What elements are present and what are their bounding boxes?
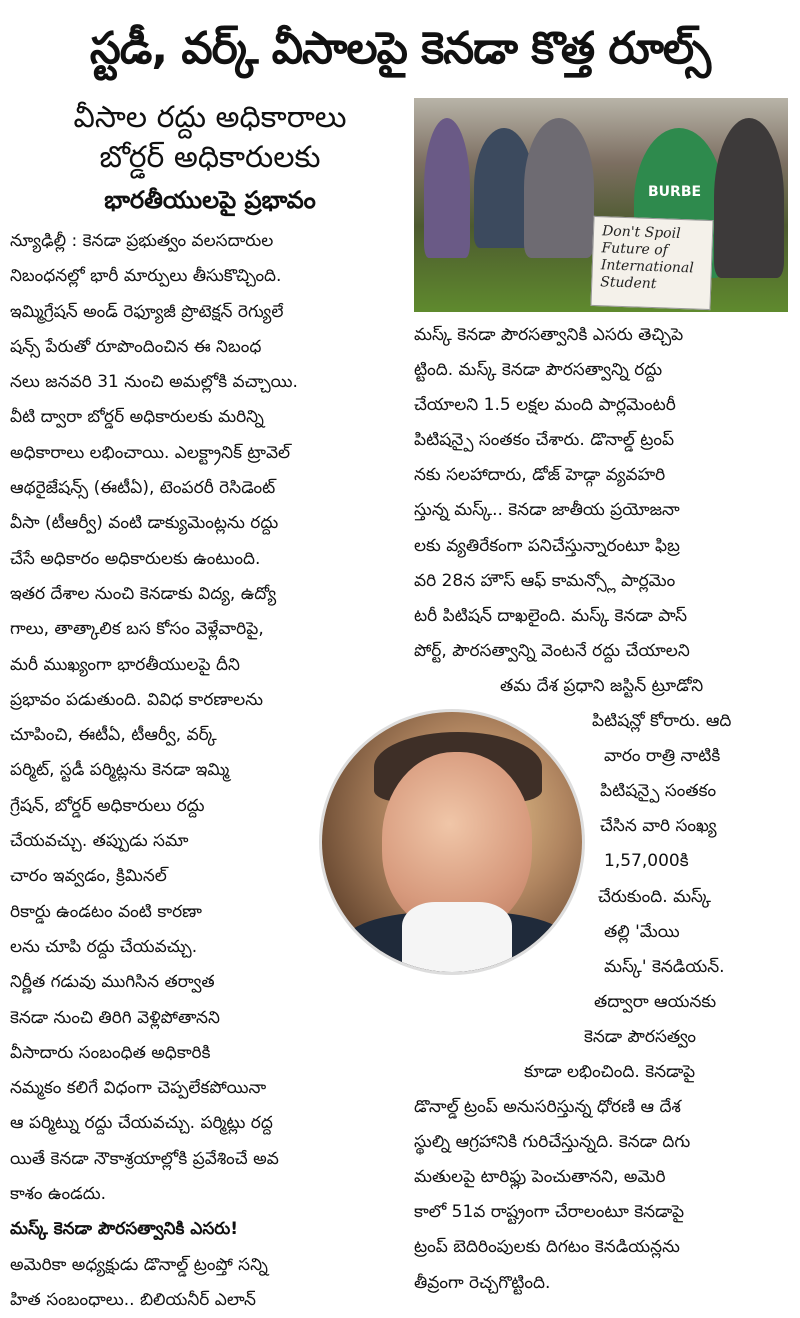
portrait-shirt	[402, 902, 512, 972]
article-line: నమ్మకం కలిగే విధంగా చెప్పలేకపోయినా	[10, 1078, 267, 1099]
article-line: ఇమ్మిగ్రేషన్ అండ్ రెఫ్యూజీ ప్రొటెక్షన్ రెగ్యులే	[10, 301, 284, 322]
article-line: చేరుకుంది. మస్క్	[598, 886, 711, 907]
article-line: కాలో 51వ రాష్ట్రంగా చేరాలంటూ కెనడాపై	[414, 1202, 685, 1223]
article-line: చేయాలని 1.5 లక్షల మంది పార్లమెంటరీ	[414, 395, 676, 416]
article-line: ట్టింది. మస్క్ కెనడా పౌరసత్వాన్ని రద్దు	[414, 360, 663, 381]
article-line: రికార్డు ఉండటం వంటి కారణా	[10, 901, 202, 922]
sign-line: Don't Spoil	[601, 223, 681, 242]
article-line: మరీ ముఖ్యంగా భారతీయులపై దీని	[10, 654, 240, 675]
article-line: స్థుల్ని ఆగ్రహానికి గురిచేస్తున్నది. కెనడా దిగు	[414, 1132, 691, 1153]
article-line: పర్మిట్, స్టడీ పర్మిట్లను కెనడా ఇమ్మి	[10, 760, 230, 781]
article-line: అధికారాలు లభించాయి. ఎలక్ట్రానిక్ ట్రావెల్	[10, 442, 291, 463]
article-column-left	[10, 224, 408, 1310]
article-line: పోర్ట్, పౌరసత్వాన్ని వెంటనే రద్దు చేయాలని	[414, 640, 690, 661]
sign-line: International	[600, 257, 695, 277]
article-line: నిబంధనల్లో భారీ మార్పులు తీసుకొచ్చింది.	[10, 266, 282, 287]
article-line: కూడా లభించింది. కెనడాపై	[524, 1061, 696, 1082]
article-line: తమ దేశ ప్రధాని జస్టిన్ ట్రూడోని	[500, 675, 704, 696]
article-line: లకు వ్యతిరేకంగా పనిచేస్తున్నారంటూ ఫిబ్ర	[414, 535, 680, 556]
article-line: నలు జనవరి 31 నుంచి అమల్లోకి వచ్చాయి.	[10, 372, 298, 393]
protest-sign	[590, 216, 713, 310]
article-line: నకు సలహాదారు, డోజ్ హెడ్గా వ్యవహరి	[414, 465, 666, 486]
article-line: వరి 28న హౌస్ ఆఫ్ కామన్స్లో పార్లమెం	[414, 570, 676, 591]
article-line: మతులపై టారిఫ్లు పెంచుతానని, అమెరి	[414, 1167, 666, 1188]
article-line: మస్క్ కెనడా పౌరసత్వానికి ఎసరు తెచ్చిపె	[414, 325, 684, 345]
article-line: టరీ పిటిషన్ దాఖలైంది. మస్క్ కెనడా పాస్	[414, 605, 688, 626]
article-line: వీసా (టీఆర్వీ) వంటి డాక్యుమెంట్లను రద్దు	[10, 513, 279, 534]
protest-photo	[414, 98, 788, 312]
article-line: స్తున్న మస్క్.. కెనడా జాతీయ ప్రయోజనా	[414, 500, 680, 521]
article-line: తీవ్రంగా రెచ్చగొట్టింది.	[414, 1272, 551, 1293]
article-line: అమెరికా అధ్యక్షుడు డొనాల్డ్ ట్రంప్తో సన్ని	[10, 1254, 268, 1275]
protester-figure	[714, 118, 784, 278]
article-line: ఇతర దేశాల నుంచి కెనడాకు విద్య, ఉద్యో	[10, 583, 277, 604]
article-line: వీటి ద్వారా బోర్డర్ అధికారులకు మరిన్ని	[10, 407, 264, 428]
article-line: ప్రభావం పడుతుంది. వివిధ కారణాలను	[10, 689, 264, 710]
protester-figure	[424, 118, 470, 258]
article-line: మస్క్' కెనడియన్.	[604, 956, 725, 977]
article-line: గ్రేషన్, బోర్డర్ అధికారులు రద్దు	[10, 795, 205, 816]
article-line: వారం రాత్రి నాటికి	[604, 746, 721, 767]
article-line: షన్స్ పేరుతో రూపొందించిన ఈ నిబంధ	[10, 336, 262, 357]
article-line: ట్రంప్ బెదిరింపులకు దిగటం కెనడియన్లను	[414, 1237, 680, 1258]
sign-line: Student	[600, 274, 657, 293]
article-line: చేయవచ్చు. తప్పుడు సమా	[10, 831, 189, 852]
article-line: పిటిషన్పై సంతకం	[600, 781, 717, 802]
article-line: యితే కెనడా నౌకాశ్రయాల్లోకి ప్రవేశించే అవ	[10, 1148, 279, 1169]
article-line: న్యూఢిల్లీ : కెనడా ప్రభుత్వం వలసదారుల	[10, 231, 274, 251]
article-line: 1,57,000కి	[604, 851, 689, 872]
article-line: తల్లి 'మేయి	[604, 921, 680, 942]
article-line: నిర్ణీత గడువు ముగిసిన తర్వాత	[10, 972, 215, 993]
article-line: మస్క్ కెనడా పౌరసత్వానికి ఎసరు!	[10, 1219, 239, 1240]
article-line: ఆ పర్మిట్ను రద్దు చేయవచ్చు. పర్మిట్లు రద్ద	[10, 1113, 273, 1134]
article-line: చేసే అధికారం అధికారులకు ఉంటుంది.	[10, 548, 261, 569]
sign-line: Future of	[601, 240, 669, 259]
article-line: డొనాల్డ్ ట్రంప్ అనుసరిస్తున్న ధోరణి ఆ దేశ	[414, 1097, 681, 1118]
headline: స్టడీ, వర్క్ వీసాలపై కెనడా కొత్త రూల్స్	[89, 23, 711, 74]
article-line: గాలు, తాత్కాలిక బస కోసం వెళ్లేవారిపై,	[10, 619, 264, 640]
article-line: కెనడా నుంచి తిరిగి వెళ్లిపోతానని	[10, 1007, 220, 1028]
kicker: భారతీయులపై ప్రభావం	[104, 186, 316, 214]
article-line: హిత సంబంధాలు.. బిలియనీర్ ఎలాన్	[10, 1289, 256, 1310]
article-line: వీసాదారు సంబంధిత అధికారికి	[10, 1042, 211, 1063]
article-line: కాశం ఉండదు.	[10, 1184, 106, 1205]
article-line: తద్వారా ఆయనకు	[594, 991, 717, 1012]
article-line: పిటిషన్లో కోరారు. ఆది	[592, 711, 732, 732]
article-line: చారం ఇవ్వడం, క్రిమినల్	[10, 866, 167, 887]
article-line: పిటిషన్పై సంతకం చేశారు. డొనాల్డ్ ట్రంప్	[414, 430, 675, 451]
article-line: కెనడా పౌరసత్వం	[584, 1026, 697, 1047]
shirt-text: BURBE	[648, 184, 702, 200]
article-line: ఆథరైజేషన్స్ (ఈటీఏ), టెంపరరీ రెసిడెంట్	[10, 478, 276, 499]
protester-figure	[524, 118, 594, 258]
article-line: చూపించి, ఈటీఏ, టీఆర్వీ, వర్క్	[10, 725, 217, 746]
portrait-photo	[322, 712, 582, 972]
subhead-1: వీసాల రద్దు అధికారాలు	[73, 100, 347, 135]
subhead-2: బోర్డర్ అధికారులకు	[99, 140, 321, 175]
article-line: లను చూపి రద్దు చేయవచ్చు.	[10, 936, 198, 957]
article-line: చేసిన వారి సంఖ్య	[600, 816, 717, 837]
